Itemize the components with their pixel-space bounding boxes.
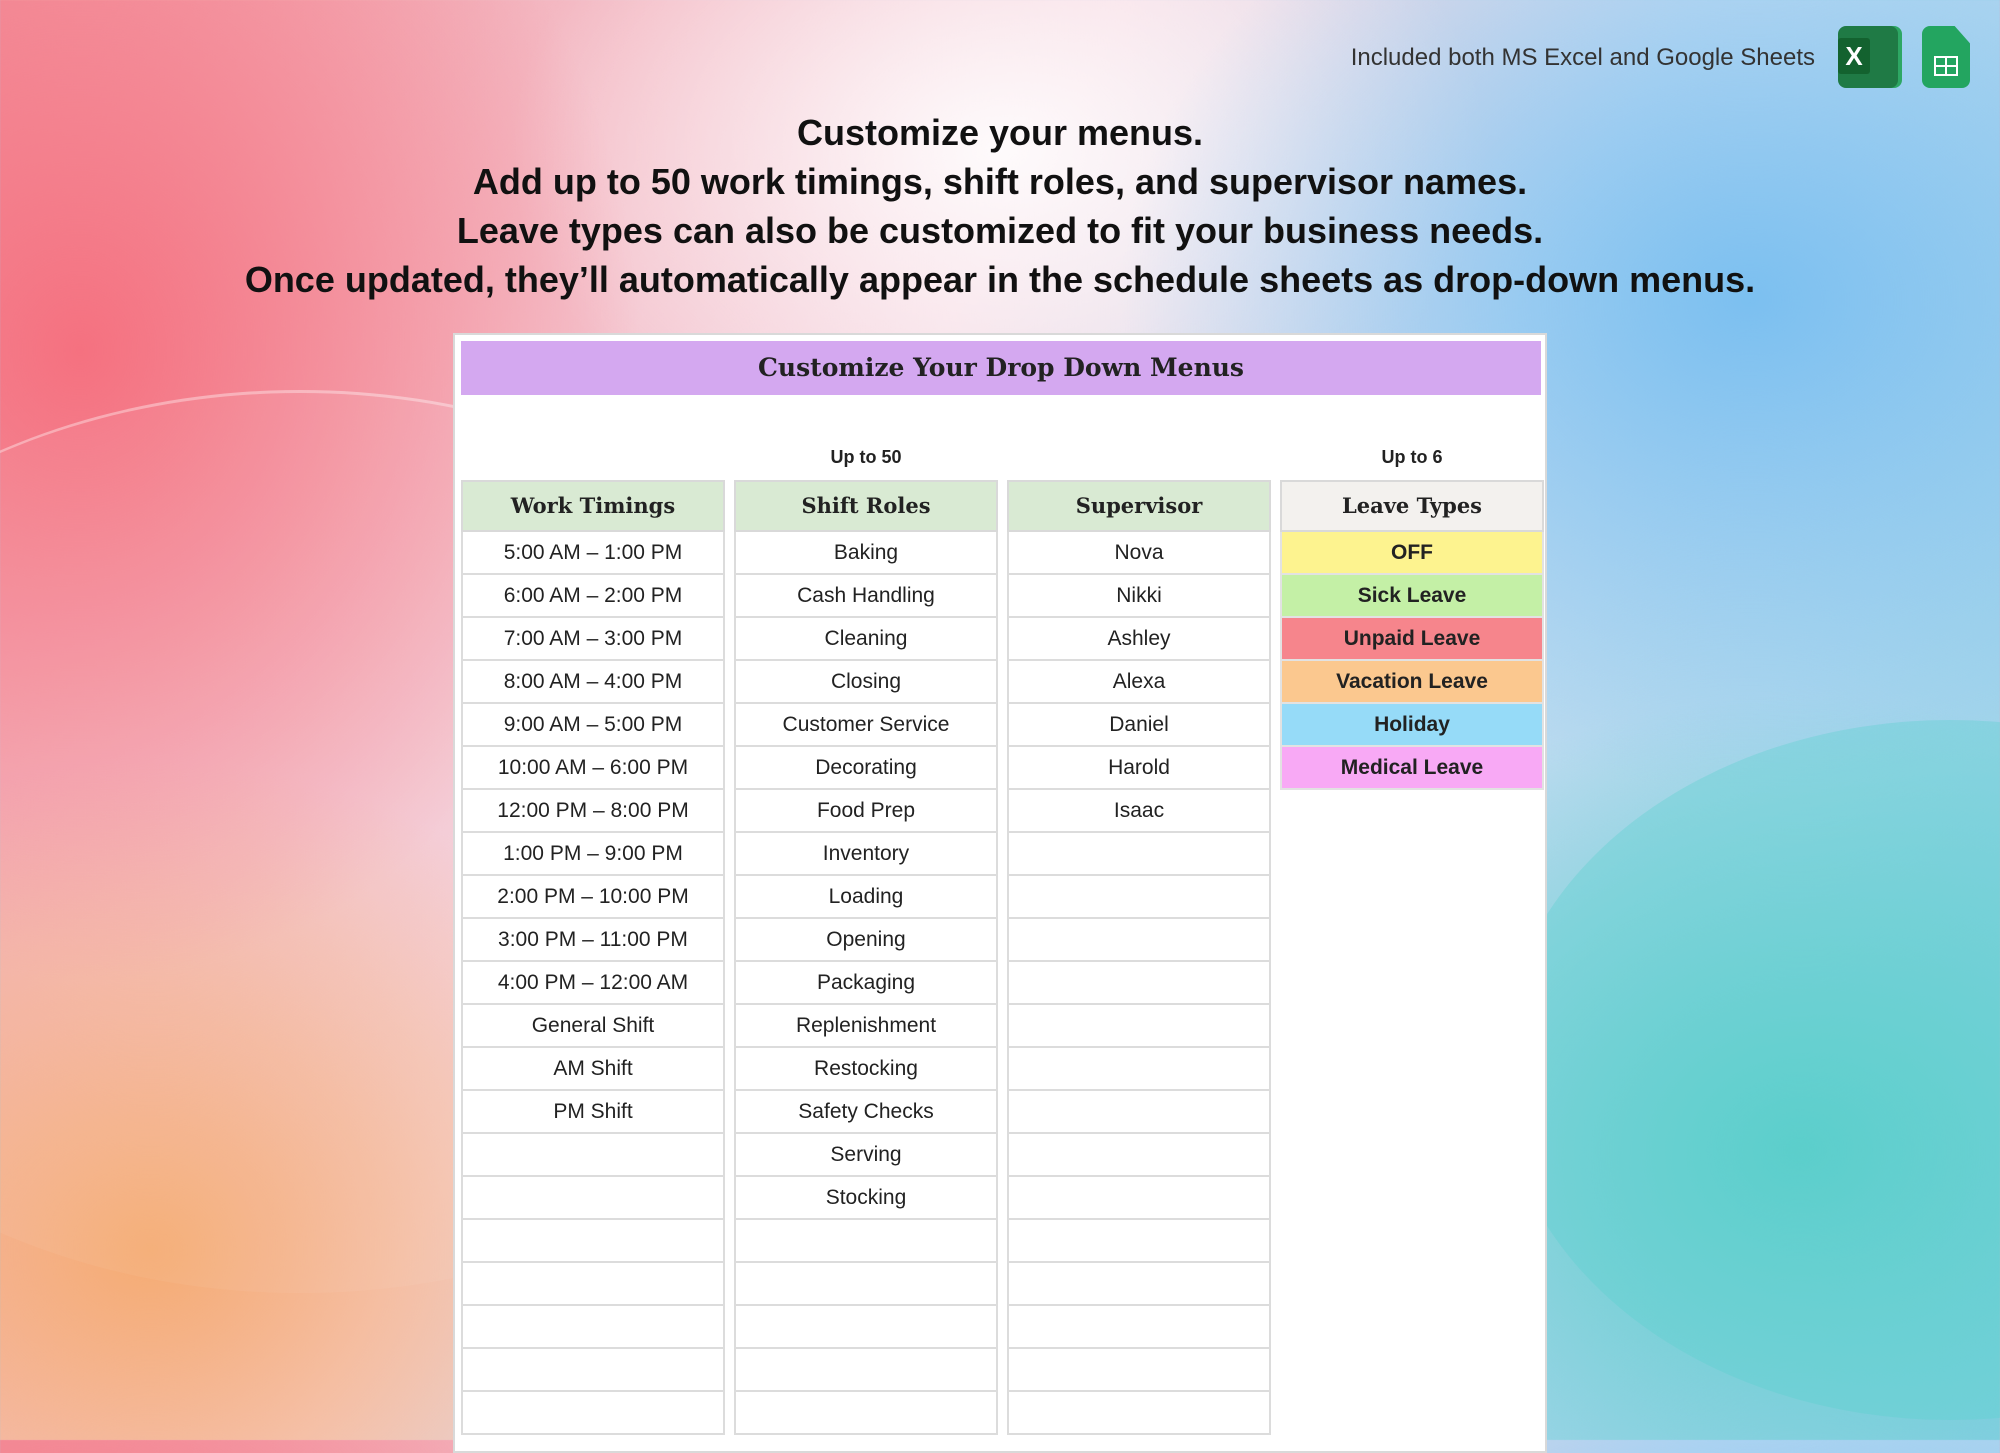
work-timings-cell[interactable]: 12:00 PM – 8:00 PM (461, 790, 725, 833)
supervisor-cell[interactable] (1007, 919, 1271, 962)
supervisor-cell[interactable] (1007, 1177, 1271, 1220)
work-timings-cell[interactable] (461, 1392, 725, 1435)
shift-roles-cell[interactable]: Serving (734, 1134, 998, 1177)
leave-type-option[interactable]: Sick Leave (1280, 575, 1544, 618)
shift-roles-cell[interactable] (734, 1220, 998, 1263)
work-timings-cell[interactable]: 5:00 AM – 1:00 PM (461, 532, 725, 575)
supervisor-cell[interactable]: Harold (1007, 747, 1271, 790)
background-wave (1500, 720, 2000, 1420)
work-timings-cell[interactable]: 1:00 PM – 9:00 PM (461, 833, 725, 876)
work-timings-cell[interactable] (461, 1220, 725, 1263)
leave-type-option[interactable]: Holiday (1280, 704, 1544, 747)
shift-roles-cell[interactable]: Stocking (734, 1177, 998, 1220)
work-timings-cell[interactable] (461, 1134, 725, 1177)
leave-type-option[interactable]: Vacation Leave (1280, 661, 1544, 704)
leave-type-option[interactable]: OFF (1280, 532, 1544, 575)
supervisor-cell[interactable] (1007, 962, 1271, 1005)
leave-type-option[interactable]: Unpaid Leave (1280, 618, 1544, 661)
shift-roles-cell[interactable] (734, 1306, 998, 1349)
shift-roles-cell[interactable]: Customer Service (734, 704, 998, 747)
supervisor-cell[interactable]: Nova (1007, 532, 1271, 575)
headline-line: Once updated, they’ll automatically appear in the schedule sheets as drop-down menus. (244, 259, 1756, 300)
shift-roles-cell[interactable]: Cash Handling (734, 575, 998, 618)
work-timings-cell[interactable]: 8:00 AM – 4:00 PM (461, 661, 725, 704)
supervisor-cell[interactable] (1007, 1134, 1271, 1177)
work-timings-cell[interactable]: 4:00 PM – 12:00 AM (461, 962, 725, 1005)
supervisor-cell[interactable] (1007, 1005, 1271, 1048)
work-timings-cell[interactable]: PM Shift (461, 1091, 725, 1134)
supervisor-cell[interactable] (1007, 1392, 1271, 1435)
work-timings-header: Work Timings (461, 480, 725, 532)
shift-roles-cell[interactable] (734, 1263, 998, 1306)
work-timings-cell[interactable]: 2:00 PM – 10:00 PM (461, 876, 725, 919)
shift-roles-cell[interactable]: Inventory (734, 833, 998, 876)
shift-roles-cell[interactable]: Closing (734, 661, 998, 704)
work-timings-cell[interactable]: 9:00 AM – 5:00 PM (461, 704, 725, 747)
supervisor-cell[interactable]: Daniel (1007, 704, 1271, 747)
shift-roles-cell[interactable]: Replenishment (734, 1005, 998, 1048)
work-timings-cell[interactable]: 6:00 AM – 2:00 PM (461, 575, 725, 618)
supervisor-cell[interactable]: Nikki (1007, 575, 1271, 618)
shift-roles-cell[interactable]: Decorating (734, 747, 998, 790)
excel-icon: X (1838, 26, 1898, 88)
shift-roles-cell[interactable] (734, 1392, 998, 1435)
work-timings-cell[interactable]: 3:00 PM – 11:00 PM (461, 919, 725, 962)
supervisor-cell[interactable] (1007, 876, 1271, 919)
shift-roles-cell[interactable]: Opening (734, 919, 998, 962)
work-timings-cell[interactable] (461, 1349, 725, 1392)
shift-roles-cell[interactable]: Safety Checks (734, 1091, 998, 1134)
supervisor-cell[interactable]: Ashley (1007, 618, 1271, 661)
supervisor-cell[interactable] (1007, 1306, 1271, 1349)
work-timings-cell[interactable]: 7:00 AM – 3:00 PM (461, 618, 725, 661)
supervisor-cell[interactable] (1007, 1263, 1271, 1306)
work-timings-cell[interactable]: 10:00 AM – 6:00 PM (461, 747, 725, 790)
google-sheets-icon (1922, 26, 1970, 88)
supervisor-cell[interactable] (1007, 1220, 1271, 1263)
headline (0, 108, 2000, 304)
leave-type-option[interactable]: Medical Leave (1280, 747, 1544, 790)
supervisor-cell[interactable]: Alexa (1007, 661, 1271, 704)
shift-roles-cell[interactable]: Baking (734, 532, 998, 575)
shift-roles-cell[interactable]: Food Prep (734, 790, 998, 833)
supervisor-cell[interactable] (1007, 1048, 1271, 1091)
leave-types-header: Leave Types (1280, 480, 1544, 532)
work-timings-cell[interactable]: General Shift (461, 1005, 725, 1048)
supervisor-cell[interactable] (1007, 1091, 1271, 1134)
supervisor-cell[interactable] (1007, 833, 1271, 876)
work-timings-cell[interactable] (461, 1263, 725, 1306)
platform-note: Included both MS Excel and Google Sheets (1350, 44, 1815, 71)
headline-line: Add up to 50 work timings, shift roles, and supervisor names. (472, 161, 1528, 202)
supervisor-cell[interactable] (1007, 1349, 1271, 1392)
work-timings-cell[interactable] (461, 1306, 725, 1349)
shift-roles-header: Shift Roles (734, 480, 998, 532)
dropdown-menus-sheet (453, 333, 1547, 1453)
supervisor-header: Supervisor (1007, 480, 1271, 532)
shift-roles-cell[interactable]: Restocking (734, 1048, 998, 1091)
shift-roles-cell[interactable]: Packaging (734, 962, 998, 1005)
shift-roles-cell[interactable]: Cleaning (734, 618, 998, 661)
supervisor-cell[interactable]: Isaac (1007, 790, 1271, 833)
work-timings-cell[interactable] (461, 1177, 725, 1220)
headline-line: Customize your menus. (796, 112, 1204, 153)
shift-roles-limit-note: Up to 50 (830, 447, 902, 467)
shift-roles-cell[interactable] (734, 1349, 998, 1392)
leave-types-limit-note: Up to 6 (1381, 447, 1443, 467)
headline-line: Leave types can also be customized to fit your business needs. (456, 210, 1544, 251)
sheet-title: Customize Your Drop Down Menus (461, 341, 1541, 395)
shift-roles-cell[interactable]: Loading (734, 876, 998, 919)
work-timings-cell[interactable]: AM Shift (461, 1048, 725, 1091)
